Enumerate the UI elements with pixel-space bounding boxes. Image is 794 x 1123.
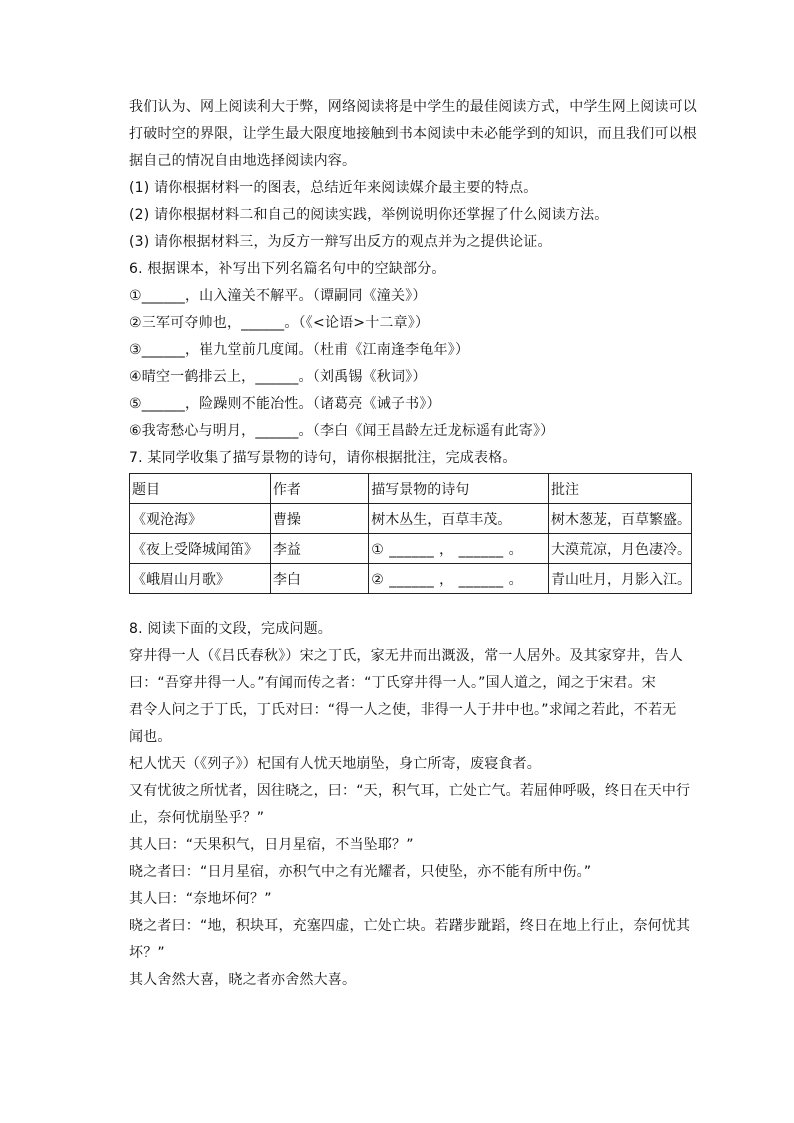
fill-blank-item-1: ①______，山入潼关不解平。（谭嗣同《潼关》）	[129, 288, 427, 304]
question-8	[129, 616, 709, 994]
table-row	[130, 504, 692, 534]
fill-blank-item-5: ⑤______，险躁则不能冶性。（诸葛亮《诫子书》）	[129, 396, 441, 412]
fill-blank-item-2: ②三军可夺帅也，______。（《<论语>十二章》）	[129, 315, 430, 331]
subquestion-2: (2) 请你根据材料二和自己的阅读实践，举例说明你还掌握了什么阅读方法。	[129, 207, 609, 223]
fill-blank-item-3: ③______，崔九堂前几度闻。（杜甫《江南逢李龟年》）	[129, 342, 470, 358]
cell-annotation: 大漠荒凉，月色凄冷。	[548, 534, 691, 564]
subquestion-1: (1) 请你根据材料一的图表，总结近年来阅读媒介最主要的特点。	[129, 180, 538, 196]
passage-line: 君令人问之于丁氏，丁氏对曰：“得一人之使，非得一人于井中也。”求闻之若此，不若无	[129, 702, 677, 718]
table-row	[130, 534, 692, 564]
cell-author: 李白	[270, 564, 368, 594]
cell-author: 曹操	[270, 504, 368, 534]
passage-line: 其人舍然大喜，晓之者亦舍然大喜。	[129, 972, 357, 988]
question-6-title: 6. 根据课本，补写出下列名篇名句中的空缺部分。	[129, 261, 446, 277]
table-header-row	[130, 474, 692, 504]
header-annotation: 批注	[548, 474, 691, 504]
question-8-title: 8. 阅读下面的文段，完成问题。	[129, 621, 333, 637]
fill-blank-item-6: ⑥我寄愁心与明月，______。（李白《闻王昌龄左迁龙标遥有此寄》）	[129, 423, 555, 439]
paragraph-line: 据自己的情况自由地选择阅读内容。	[129, 153, 357, 169]
fill-blank-item-4: ④晴空一鹤排云上，______。（刘禹锡《秋词》）	[129, 369, 427, 385]
question-6	[129, 256, 709, 445]
passage-line: 曰：“吾穿井得一人。”有闻而传之者：“丁氏穿井得一人。”国人道之，闻之于宋君。宋	[129, 675, 657, 691]
paragraph-line: 我们认为、网上阅读利大于弊，网络阅读将是中学生的最佳阅读方式，中学生网上阅读可以	[129, 99, 697, 115]
cell-lines-blank: ② ______ ， ______ 。	[369, 564, 549, 594]
top-paragraph	[129, 94, 709, 175]
passage-line: 杞人忧天（《列子》）杞国有人忧天地崩坠，身亡所寄，废寝食者。	[129, 756, 541, 772]
cell-annotation: 树木葱茏，百草繁盛。	[548, 504, 691, 534]
paragraph-line: 打破时空的界限，让学生最大限度地接触到书本阅读中未必能学到的知识，而且我们可以根	[129, 126, 697, 142]
passage-line: 坏？”	[129, 945, 165, 961]
cell-lines: 树木丛生，百草丰茂。	[369, 504, 549, 534]
header-author: 作者	[270, 474, 368, 504]
passage-line: 晓之者曰：“地，积块耳，充塞四虚，亡处亡块。若躇步跐蹈，终日在地上行止，奈何忧其	[129, 918, 691, 934]
passage-line: 闻也。	[129, 729, 172, 745]
poem-table	[129, 473, 692, 594]
cell-title: 《夜上受降城闻笛》	[130, 534, 271, 564]
passage-line: 穿井得一人（《吕氏春秋》）宋之丁氏，家无井而出溉汲，常一人居外。及其家穿井，告人	[129, 648, 683, 664]
cell-lines-blank: ① ______ ， ______ 。	[369, 534, 549, 564]
document-page	[129, 94, 709, 994]
cell-title: 《观沧海》	[130, 504, 271, 534]
question-7	[129, 445, 709, 594]
subquestion-3: (3) 请你根据材料三，为反方一辩写出反方的观点并为之提供论证。	[129, 234, 552, 250]
cell-annotation: 青山吐月，月影入江。	[548, 564, 691, 594]
table-row	[130, 564, 692, 594]
header-title: 题目	[130, 474, 271, 504]
passage-line: 止，奈何忧崩坠乎？”	[129, 810, 265, 826]
cell-author: 李益	[270, 534, 368, 564]
passage-line: 晓之者曰：“日月星宿，亦积气中之有光耀者，只使坠，亦不能有所中伤。”	[129, 864, 592, 880]
cell-title: 《峨眉山月歌》	[130, 564, 271, 594]
passage-line: 其人曰：“奈地坏何？”	[129, 891, 272, 907]
header-lines: 描写景物的诗句	[369, 474, 549, 504]
question-7-title: 7. 某同学收集了描写景物的诗句，请你根据批注，完成表格。	[129, 450, 517, 466]
passage-line: 又有忧彼之所忧者，因往晓之，曰：“天，积气耳，亡处亡气。若屈伸呼吸，终日在天中行	[129, 783, 691, 799]
question-5-subquestions	[129, 175, 709, 256]
passage-line: 其人曰：“天果积气，日月星宿，不当坠耶？”	[129, 837, 414, 853]
